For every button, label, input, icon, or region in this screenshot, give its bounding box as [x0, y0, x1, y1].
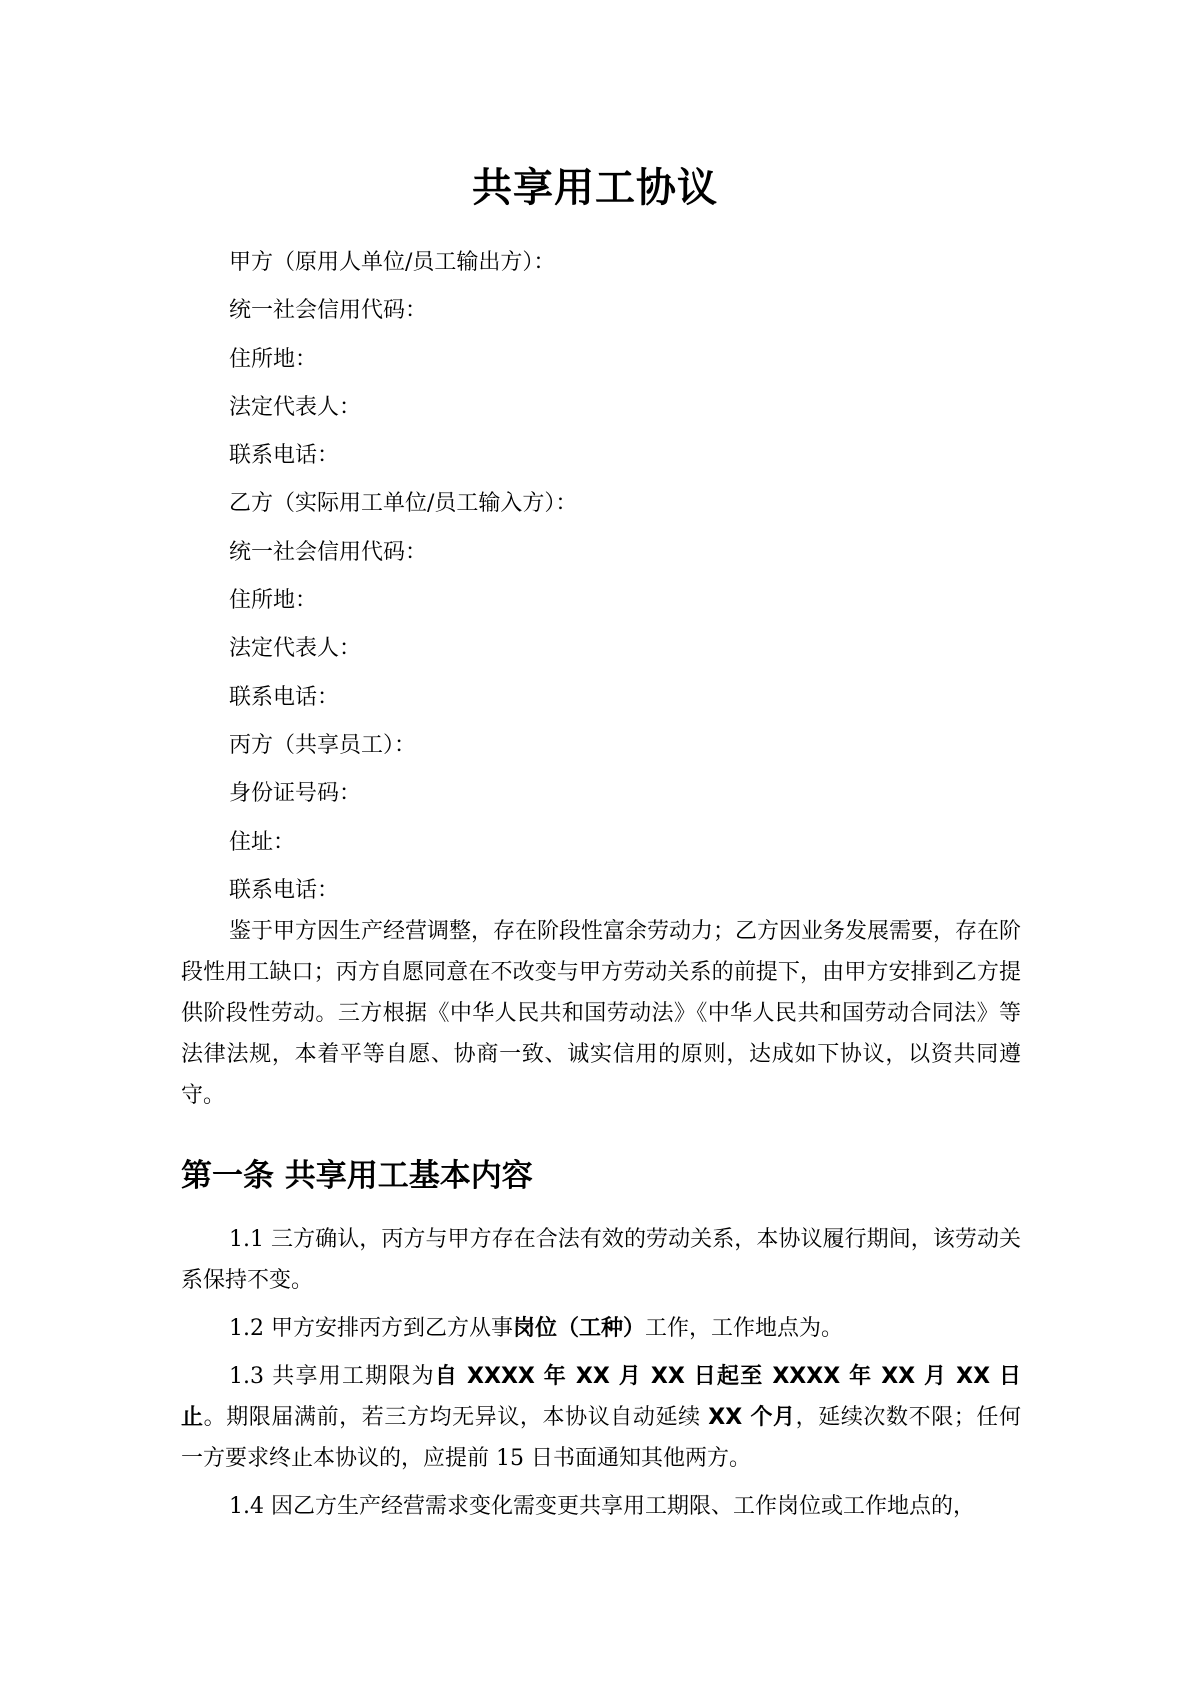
party-b-legal-rep: 法定代表人： — [229, 636, 362, 662]
document-title: 共享用工协议 — [472, 165, 718, 211]
party-b-label: 乙方（实际用工单位/员工输入方）： — [229, 491, 578, 517]
clause-1-4: 1.4 因乙方生产经营需求变化需变更共享用工期限、工作岗位或工作地点的， — [229, 1494, 975, 1519]
party-a-legal-rep: 法定代表人： — [229, 394, 362, 420]
party-a-credit-code: 统一社会信用代码： — [229, 298, 428, 324]
party-a-address: 住所地： — [229, 346, 318, 372]
party-b-address: 住所地： — [229, 588, 318, 614]
party-c-id-number: 身份证号码： — [229, 781, 362, 807]
clause-1-2-suffix: 工作，工作地点为。 — [645, 1316, 844, 1341]
clause-1-3-mid: 。期限届满前，若三方均无异议，本协议自动延续 — [203, 1405, 709, 1430]
party-info-list — [229, 239, 1049, 915]
clause-1-3-extension: XX 个月 — [708, 1405, 796, 1430]
clause-1-3 — [181, 1356, 1021, 1479]
clause-1-2-prefix: 1.2 甲方安排丙方到乙方从事 — [229, 1316, 513, 1341]
clause-1-3-prefix: 1.3 共享用工期限为 — [229, 1364, 435, 1389]
party-c-address: 住址： — [229, 829, 296, 855]
section-1-heading: 第一条 共享用工基本内容 — [181, 1158, 533, 1194]
party-a-label: 甲方（原用人单位/员工输出方）： — [229, 250, 556, 275]
party-c-label: 丙方（共享员工）： — [229, 732, 417, 758]
party-c-phone: 联系电话： — [229, 877, 340, 903]
party-b-credit-code: 统一社会信用代码： — [229, 539, 428, 565]
party-a-phone: 联系电话： — [229, 443, 340, 469]
party-b-phone: 联系电话： — [229, 684, 340, 710]
clause-1-2-position: 岗位（工种） — [512, 1316, 645, 1341]
intro-paragraph: 鉴于甲方因生产经营调整，存在阶段性富余劳动力；乙方因业务发展需要，存在阶段性用工缺口；丙方自愿同意在不改变与甲方劳动关系的前提下，由甲方安排到乙方提供阶段性劳动。三方根据《中华人民共和国劳动法》《中华人民共和国劳动合同法》等法律法规，本着平等自愿、协商一致、诚实信用的原则，达成如下协议，以资共同遵守。 — [181, 919, 1022, 1108]
clause-1-2 — [181, 1308, 1021, 1349]
clause-1-3-suffix: ，延续次数不限；任何一方要求终止本协议的，应提前 15 日书面通知其他两方。 — [181, 1405, 1021, 1471]
clause-1-3-period: 自 XXXX 年 XX 月 XX 日起至 XXXX 年 XX 月 XX 日止 — [181, 1364, 1021, 1430]
clause-1-1: 1.1 三方确认，丙方与甲方存在合法有效的劳动关系，本协议履行期间，该劳动关系保持不变。 — [181, 1227, 1021, 1293]
